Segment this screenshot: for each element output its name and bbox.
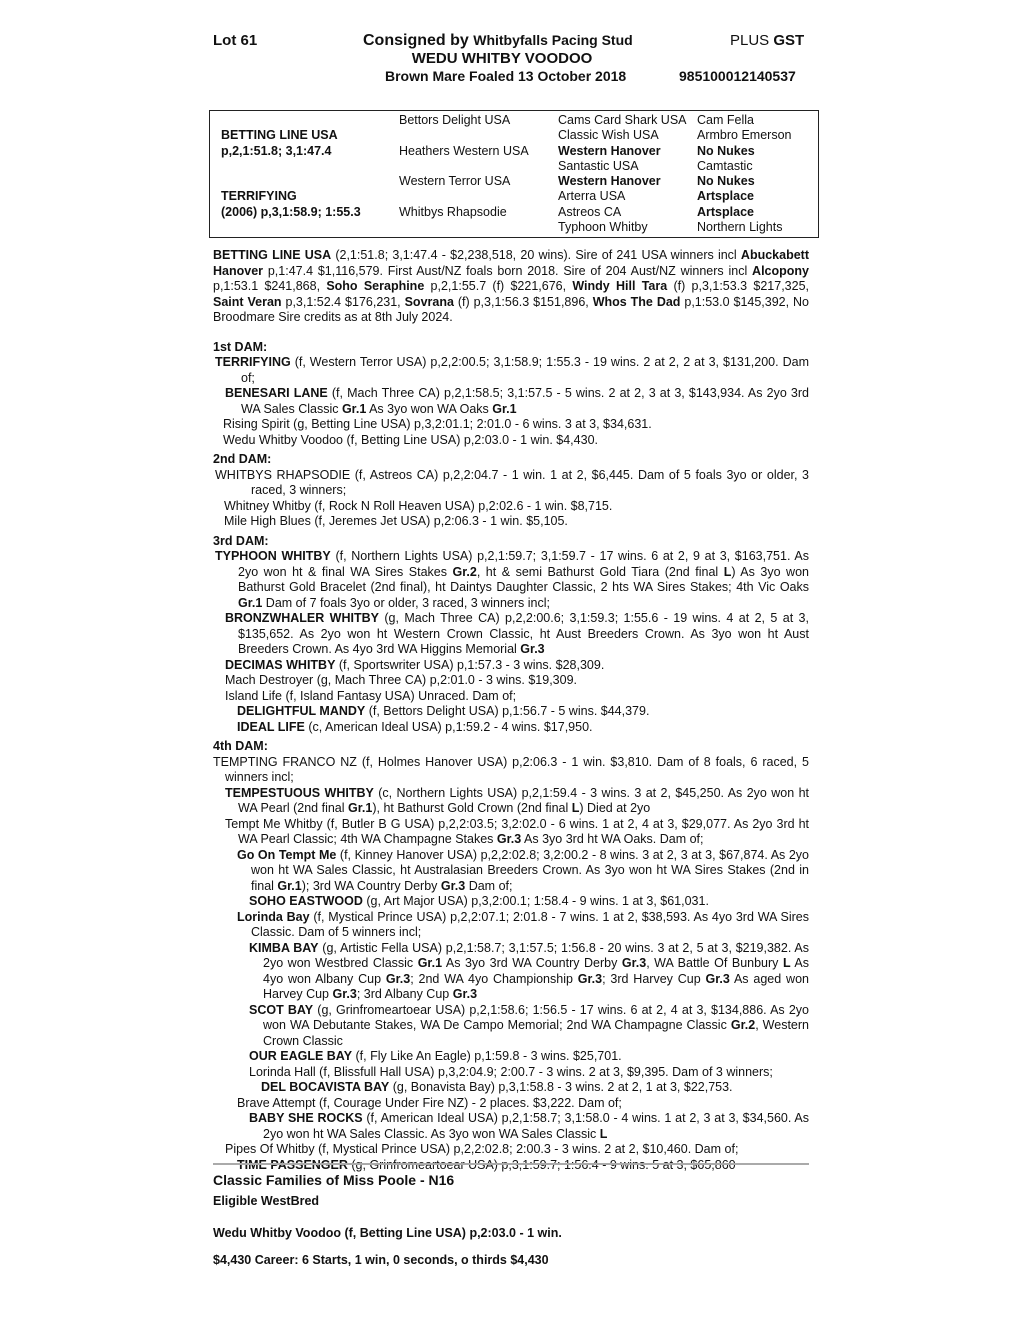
entry-text: (f, Fly Like An Eagle) p,1:59.8 - 3 wins. $25,701. (352, 1049, 622, 1063)
pedigree-gen4: Artsplace (697, 189, 754, 203)
entry-text: ; 2nd WA 4yo Championship (410, 971, 578, 986)
pedigree-gen4: Cam Fella (697, 113, 754, 127)
plus-label: PLUS (730, 32, 770, 49)
race-grade: Gr.3 (385, 971, 411, 986)
sire-text: (f) p,3,1:53.3 $217,325, (667, 279, 810, 293)
entry-text: ), ht Bathurst Gold Crown (2nd final (372, 801, 572, 815)
entry-text: (g, Artistic Fella USA) p,2,1:58.7; 3,1:57.5; 1:56.8 - 20 wins. 3 at 2, 5 at 3, $219,382. As 2yo won Westbred Classic (263, 940, 809, 970)
race-grade: Gr.1 (492, 401, 517, 416)
race-grade: L (782, 956, 791, 970)
entry-text: As 3yo won WA Oaks (366, 401, 493, 416)
entry-text: (f, American Ideal USA) p,2,1:58.7; 3,1:58.0 - 4 wins. 1 at 2, 3 at 3, $34,560. As 2yo won ht WA Sales Classic. As 3yo won WA Sales Classic (263, 1111, 809, 1141)
entry-text: As aged won Harvey Cup (263, 971, 809, 1001)
race-grade: Gr.1 (417, 956, 443, 970)
race-grade: Gr.3 (452, 987, 478, 1001)
grand-progeny-entry: Brave Attempt (f, Courage Under Fire NZ) - 2 places. $3,222. Dam of; (237, 1095, 622, 1110)
pedigree-sire-name: BETTING LINE USA (221, 128, 338, 142)
entry-text: , Western Crown Classic (263, 1018, 809, 1048)
race-grade: Gr.1 (277, 878, 302, 893)
entry-text: (c, Northern Lights USA) p,2,1:59.4 - 3 wins. 3 at 2, $45,250. As 2yo won ht WA Pearl (2nd final (238, 785, 809, 815)
career-line: $4,430 Career: 6 Starts, 1 win, 0 seconds, o thirds $4,430 (213, 1253, 549, 1267)
entry-text: (c, American Ideal USA) p,1:59.2 - 4 wins. $17,950. (304, 719, 593, 734)
entry-text: (f, Sportswriter USA) p,1:57.3 - 3 wins. $28,309. (335, 657, 605, 672)
dam-entry (213, 549, 809, 611)
lot-number: Lot 61 (213, 32, 258, 49)
progeny-entry (213, 786, 809, 817)
sire-text: (f) p,3,1:56.3 $151,896, (453, 294, 593, 309)
progeny-entry: Wedu Whitby Voodoo (f, Betting Line USA) p,2:03.0 - 1 win. $4,430. (223, 432, 598, 447)
entry-text: (g, Grinfromeartoear USA) p,2,1:58.6; 1:56.5 - 17 wins. 6 at 2, 4 at 3, $134,886. As 2yo won WA Debutante Stakes, WA De Campo Memorial; 2nd WA Champagne Classic (263, 1002, 809, 1032)
consignor-line (363, 32, 633, 50)
progeny-name: Soho Seraphine (326, 279, 425, 293)
progeny-entry: Whitney Whitby (f, Rock N Roll Heaven USA) p,2:02.6 - 1 win. $8,715. (224, 498, 613, 513)
pedigree-gen2: Bettors Delight USA (399, 113, 511, 127)
entry-text: (f, Mach Three CA) p,2,1:58.5; 3,1:57.5 - 5 wins. 2 at 2, 3 at 3, $143,934. As 2yo 3rd WA Sales Classic (241, 386, 809, 416)
race-grade: Gr.1 (238, 595, 263, 610)
consigned-label: Consigned by (363, 32, 469, 49)
entry-text: (g, Art Major USA) p,3,2:00.1; 1:58.4 - 9 wins. 1 at 3, $61,031. (362, 894, 709, 908)
pedigree-gen2: Heathers Western USA (399, 144, 529, 158)
pedigree-gen2: Western Terror USA (399, 174, 511, 188)
pedigree-gen4: Northern Lights (697, 220, 783, 234)
entry-text: Dam of 7 foals 3yo or older, 3 raced, 3 winners incl; (262, 595, 550, 610)
pedigree-gen4: No Nukes (697, 174, 755, 188)
race-grade: Gr.1 (341, 401, 367, 416)
entry-text: ; 3rd Albany Cup (356, 987, 453, 1001)
sire-text: p,1:47.4 $1,116,579. First Aust/NZ foals born 2018. Sire of 204 Aust/NZ winners incl (263, 263, 753, 278)
progeny-name: BABY SHE ROCKS (249, 1111, 363, 1125)
entry-text: As 3yo 3rd ht WA Oaks. Dam of; (521, 832, 704, 846)
entry-text: (f, Bettors Delight USA) p,1:56.7 - 5 wins. $44,379. (365, 704, 650, 718)
progeny-entry (213, 386, 809, 417)
progeny-entry: Mach Destroyer (g, Mach Three CA) p,2:01.0 - 3 wins. $19,309. (225, 673, 578, 687)
progeny-name: Sovrana (404, 294, 454, 309)
dam-entry: WHITBYS RHAPSODIE (f, Astreos CA) p,2,2:04.7 - 1 win. 1 at 2, $6,445. Dam of 5 foals 3yo or older, 3 raced, 3 winners; (215, 467, 809, 497)
pedigree-gen4: No Nukes (697, 144, 755, 158)
race-grade: Gr.2 (452, 564, 477, 579)
progeny-name: BRONZWHALER WHITBY (225, 611, 379, 625)
grand-progeny-entry (213, 1158, 809, 1174)
progeny-entry: Pipes Of Whitby (f, Mystical Prince USA) p,2,2:02.8; 2:00.3 - 3 wins. 2 at 2, $10,460. Dam of; (225, 1142, 739, 1156)
pedigree-table (209, 110, 819, 238)
race-grade: Gr.2 (730, 1018, 756, 1032)
progeny-name: Windy Hill Tara (572, 279, 668, 293)
entry-text: (f, Kinney Hanover USA) p,2,2:02.8; 3,2:00.2 - 8 wins. 3 at 2, 3 at 3, $67,874. As 2yo won ht WA Sales Classic, ht Australasian Breeders Crown. As 3yo won ht WA Sires Stakes (2nd in final (251, 847, 809, 893)
eligible-line: Eligible WestBred (213, 1194, 320, 1208)
entry-text: , ht & semi Bathurst Gold Tiara (2nd final (476, 564, 724, 579)
race-grade: Gr.3 (332, 987, 357, 1001)
pedigree-gen3: Arterra USA (558, 189, 626, 203)
first-dam-label: 1st DAM: (213, 339, 268, 354)
family-line: Classic Families of Miss Poole - N16 (213, 1172, 455, 1188)
dam-name: TERRIFYING (215, 355, 291, 369)
entry-text: Tempt Me Whitby (f, Butler B G USA) p,2,2:03.5; 3,2:02.0 - 6 wins. 1 at 2, 4 at 3, $29,077. As 2yo 3rd ht WA Pearl Classic; 4th WA Champagne Stakes (225, 816, 809, 846)
progeny-entry: Rising Spirit (g, Betting Line USA) p,3,2:01.1; 2:01.0 - 6 wins. 3 at 3, $34,631. (223, 417, 652, 431)
horse-description: Brown Mare Foaled 13 October 2018 (385, 68, 627, 84)
progeny-name: BENESARI LANE (225, 386, 328, 400)
pedigree-gen2: Whitbys Rhapsodie (399, 205, 507, 219)
race-grade: Gr.3 (621, 956, 647, 970)
great-grand-progeny-entry (213, 1003, 809, 1050)
entry-text: ) Died at 2yo (579, 801, 651, 815)
entry-text: (g, Mach Three CA) p,2,2:00.6; 3,1:59.3; 1:55.6 - 19 wins. 4 at 2, 5 at 3, $135,652. As 2yo won ht Western Crown Classic, ht Aust Breeders Crown. As 3yo won ht Aust Breeders Crown. As 4yo 3rd WA Higgins Memorial (238, 611, 809, 656)
horse-name: WEDU WHITBY VOODOO (411, 50, 593, 67)
pedigree-gen4: Artsplace (697, 205, 754, 219)
pedigree-gen3: Santastic USA (558, 159, 639, 173)
progeny-entry (213, 817, 809, 848)
progeny-name: Go On Tempt Me (237, 847, 337, 862)
progeny-entry (213, 611, 809, 658)
race-grade: L (571, 801, 580, 815)
consignor-name: Whitbyfalls Pacing Stud (473, 32, 633, 48)
race-grade: L (599, 1126, 608, 1141)
entry-text: ) As 3yo won Bathurst Gold Bracelet (2nd final), ht Daintys Daughter Classic, 2 hts WA Sires Stakes; 4th Vic Oaks (238, 564, 809, 594)
fourth-dam-label: 4th DAM: (213, 739, 268, 753)
race-grade: Gr.1 (348, 801, 373, 815)
pedigree-gen4: Armbro Emerson (697, 128, 792, 142)
progeny-name: OUR EAGLE BAY (249, 1049, 353, 1063)
progeny-name: IDEAL LIFE (237, 719, 305, 734)
pedigree-gen3: Western Hanover (558, 174, 661, 188)
progeny-entry: Island Life (f, Island Fantasy USA) Unraced. Dam of; (225, 688, 517, 703)
grand-progeny-entry (213, 848, 809, 895)
entry-text: (f, Northern Lights USA) p,2,1:59.7; 3,1:59.7 - 17 wins. 6 at 2, 9 at 3, $163,751. As 2yo won ht & final WA Sires Stakes (238, 549, 809, 579)
entry-text: ; 3rd Harvey Cup (602, 971, 706, 986)
great-great-grand-progeny-entry (213, 1080, 809, 1096)
race-grade: Gr.3 (705, 971, 730, 986)
progeny-name: Whos The Dad (592, 294, 681, 309)
progeny-name: DELIGHTFUL MANDY (237, 704, 366, 718)
progeny-name: Lorinda Bay (237, 909, 310, 924)
pedigree-gen3: Typhoon Whitby (558, 220, 648, 234)
progeny-name: Abuckabett Hanover (213, 248, 809, 278)
progeny-entry (213, 658, 809, 674)
dam-name: TYPHOON WHITBY (215, 549, 331, 563)
entry-text: (f, Western Terror USA) p,2,2:00.5; 3,1:58.9; 1:55.3 - 19 wins. 2 at 2, 2 at 3, $131,200. Dam of; (241, 355, 809, 385)
sire-text: p,3,1:52.4 $176,231, (281, 294, 405, 309)
race-grade: Gr.3 (496, 832, 522, 846)
sire-summary (213, 248, 809, 1173)
microchip-number: 985100012140537 (679, 68, 796, 84)
pedigree-gen3: Western Hanover (558, 144, 661, 158)
race-grade: Gr.3 (440, 878, 466, 893)
sire-name: BETTING LINE USA (213, 248, 332, 262)
entry-text: , WA Battle Of Bunbury (646, 956, 783, 970)
pedigree-dam-name: TERRIFYING (221, 189, 297, 203)
progeny-name: DEL BOCAVISTA BAY (261, 1080, 390, 1094)
grand-progeny-entry (213, 704, 809, 720)
sire-text: p,1:53.1 $241,868, (213, 279, 327, 293)
entry-text: As 4yo won Albany Cup (263, 956, 809, 986)
entry-text: As 3yo 3rd WA Country Derby (442, 956, 622, 970)
third-dam-label: 3rd DAM: (213, 533, 269, 548)
sire-paragraph (213, 248, 809, 326)
grand-progeny-entry (213, 910, 809, 941)
pedigree-gen3: Cams Card Shark USA (558, 113, 687, 127)
progeny-name: TEMPESTUOUS WHITBY (225, 785, 374, 800)
race-grade: Gr.3 (577, 971, 603, 986)
progeny-name: Saint Veran (213, 294, 282, 309)
pedigree-gen3: Classic Wish USA (558, 128, 659, 142)
entry-text: (g, Bonavista Bay) p,3,1:58.8 - 3 wins. 2 at 2, 1 at 3, $22,753. (389, 1080, 733, 1094)
progeny-name: DECIMAS WHITBY (225, 657, 336, 672)
progeny-entry: Mile High Blues (f, Jeremes Jet USA) p,2:06.3 - 1 win. $5,105. (224, 514, 568, 528)
great-grand-progeny-entry (213, 1049, 809, 1065)
section-divider (213, 1163, 809, 1165)
great-grand-progeny-entry: Lorinda Hall (f, Blissfull Hall USA) p,3,2:04.9; 2:00.7 - 3 wins. 2 at 3, $9,395. Dam of 3 winners; (249, 1064, 773, 1079)
pedigree-dam-record: (2006) p,3,1:58.9; 1:55.3 (221, 205, 361, 219)
dam-entry: TEMPTING FRANCO NZ (f, Holmes Hanover USA) p,2:06.3 - 1 win. $3,810. Dam of 8 foals, 6 raced, 5 winners incl; (213, 754, 809, 784)
race-grade: Gr.3 (520, 642, 545, 656)
pedigree-gen3: Astreos CA (558, 205, 622, 219)
progeny-name: Alcopony (752, 263, 809, 278)
dam-entry (213, 355, 809, 386)
second-dam-label: 2nd DAM: (213, 452, 272, 466)
great-grand-progeny-entry (213, 1111, 809, 1142)
progeny-name: SCOT BAY (249, 1002, 314, 1017)
pedigree-sire-record: p,2,1:51.8; 3,1:47.4 (221, 144, 332, 158)
progeny-name: KIMBA BAY (249, 940, 319, 955)
grand-progeny-entry (213, 720, 809, 736)
gst-label: GST (773, 32, 805, 49)
sire-text: p,1:53.0 $145,392, No Broodmare Sire credits as at 8th July 2024. (213, 294, 810, 324)
sire-text: (2,1:51.8; 3,1:47.4 - $2,238,518, 20 wins). Sire of 241 USA winners incl (331, 248, 741, 262)
sire-text: p,2,1:55.7 (f) $221,676, (424, 279, 573, 293)
plus-gst (730, 32, 804, 49)
pedigree-gen4: Camtastic (697, 159, 753, 173)
race-grade: L (723, 564, 732, 579)
great-grand-progeny-entry (213, 941, 809, 1003)
entry-text: Dam of; (465, 878, 513, 893)
entry-text: ); 3rd WA Country Derby (301, 878, 441, 893)
great-grand-progeny-entry (213, 894, 809, 910)
summary-line: Wedu Whitby Voodoo (f, Betting Line USA) p,2:03.0 - 1 win. (213, 1226, 562, 1240)
entry-text: (f, Mystical Prince USA) p,2,2:07.1; 2:01.8 - 7 wins. 1 at 2, $38,593. As 4yo 3rd WA Sires Classic. Dam of 5 winners incl; (251, 909, 809, 939)
progeny-name: SOHO EASTWOOD (249, 894, 363, 908)
